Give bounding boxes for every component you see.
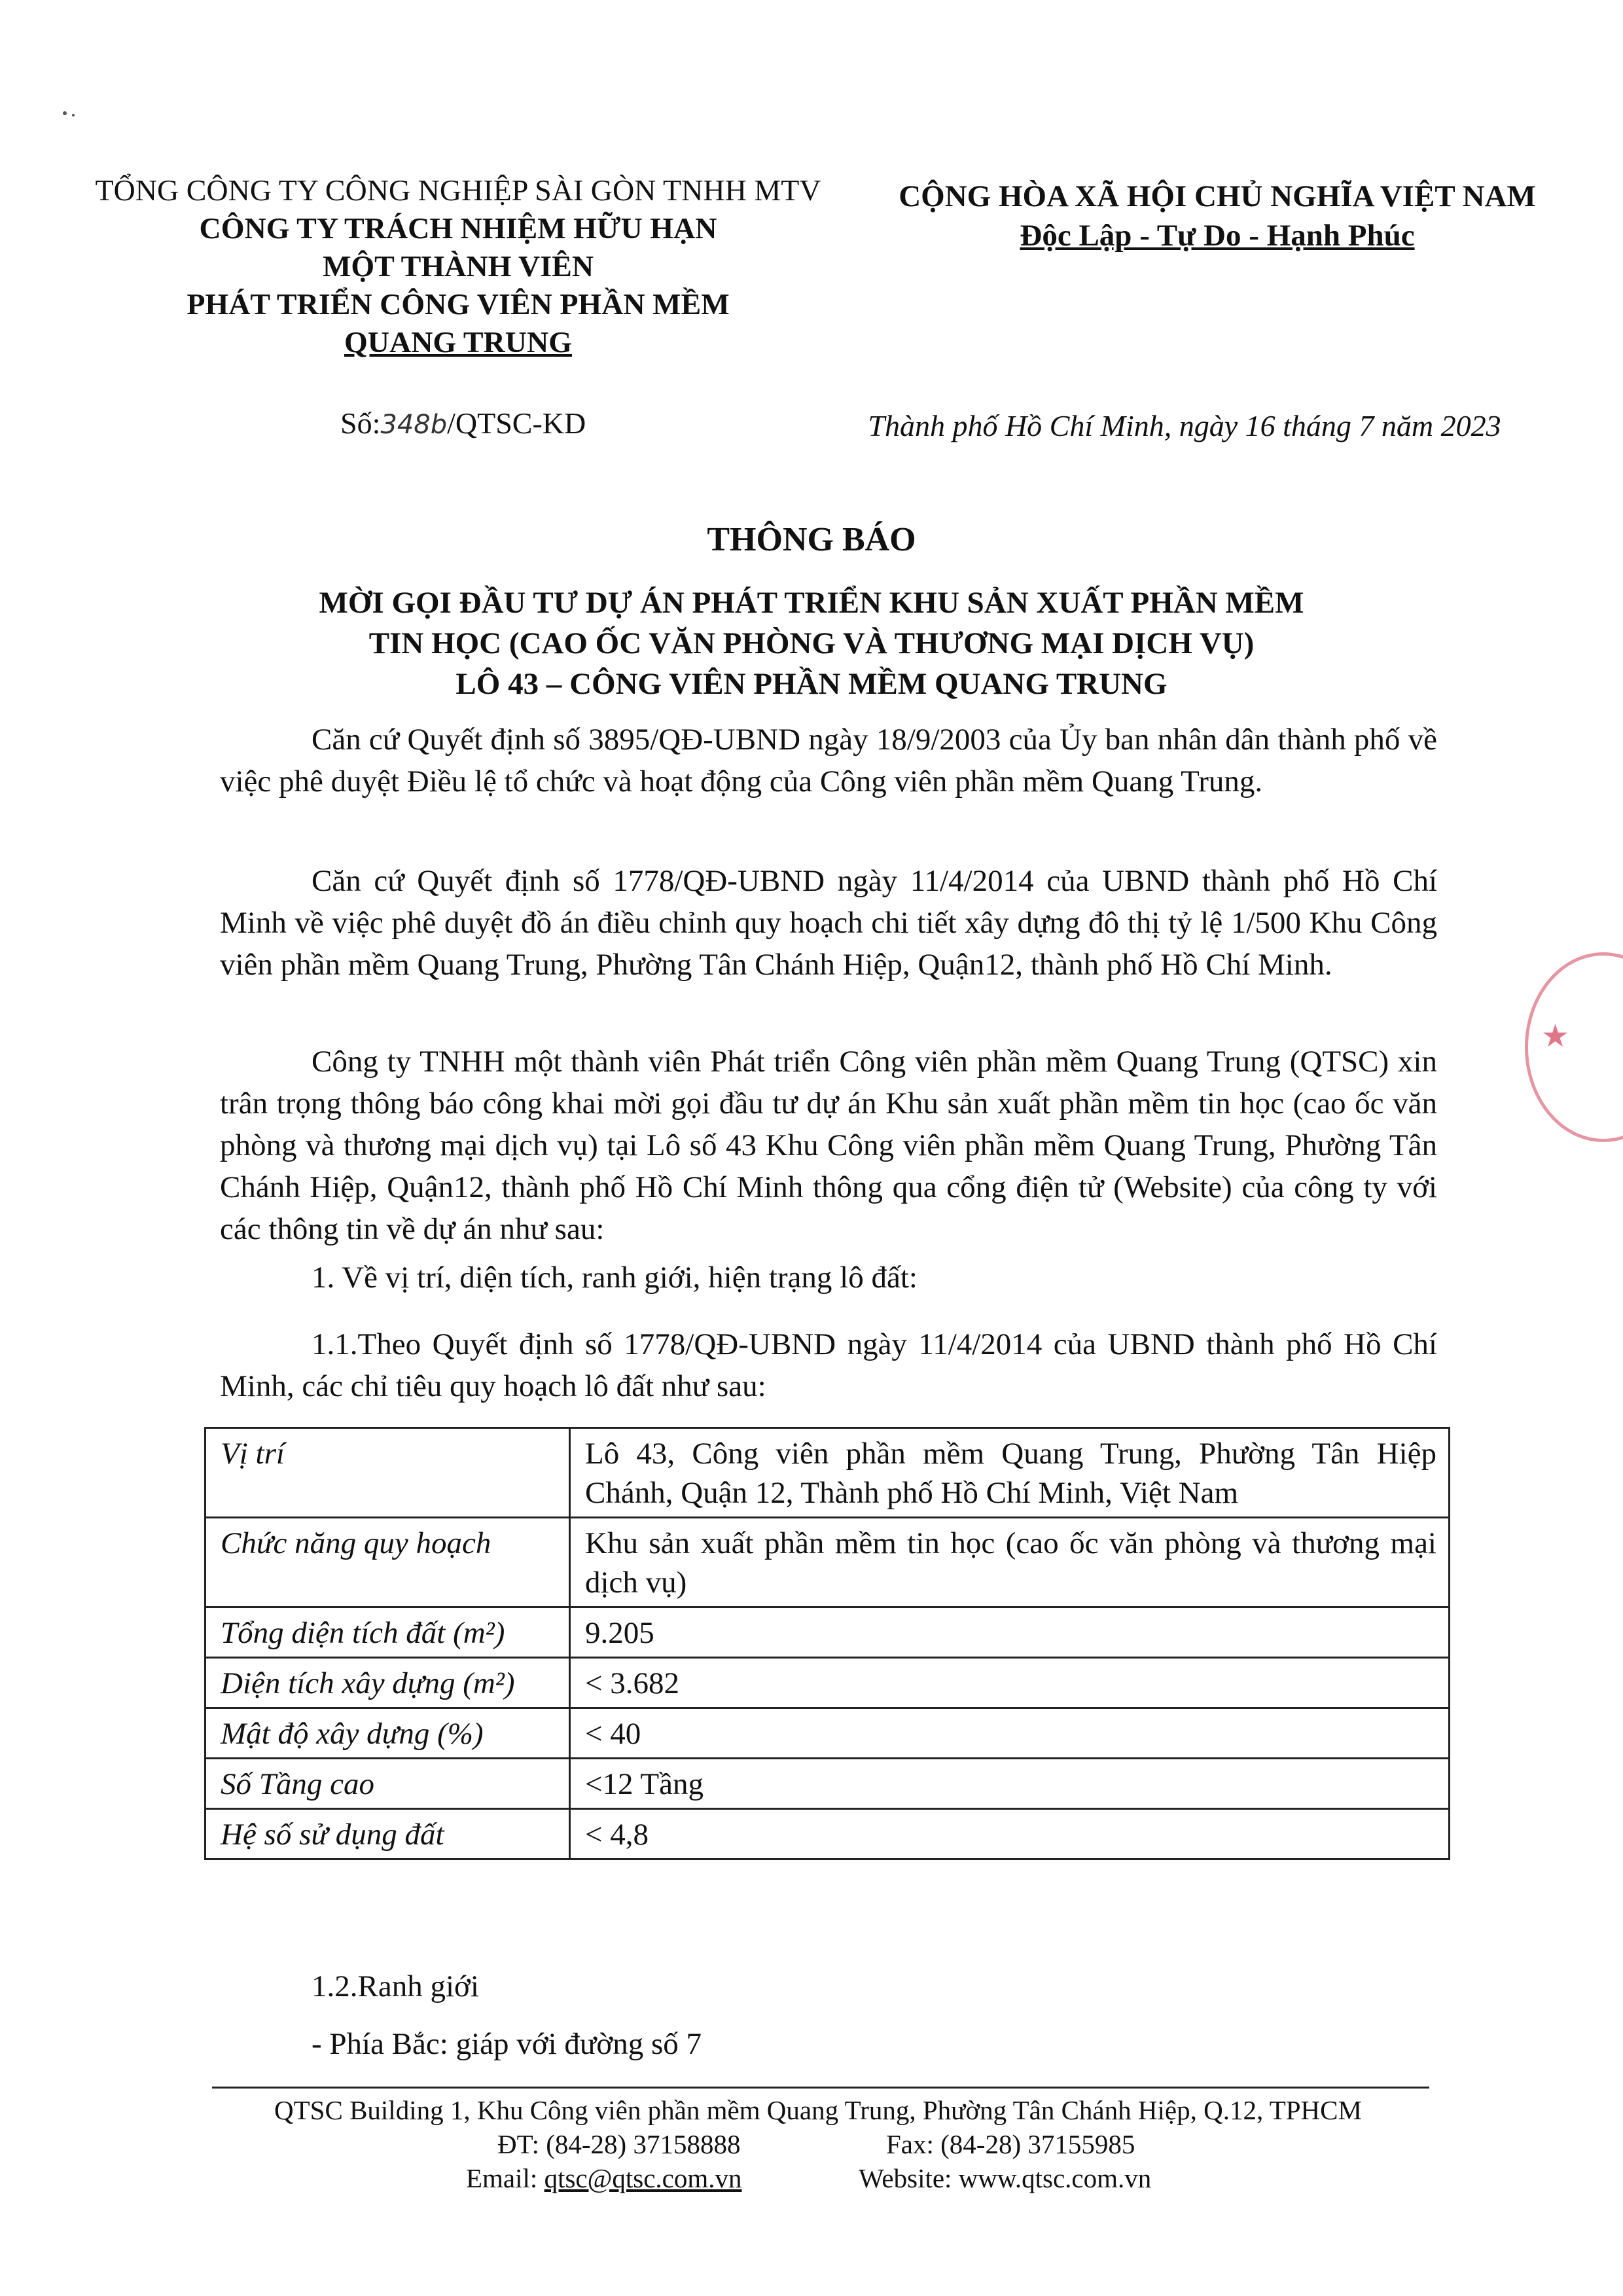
footer-address: QTSC Building 1, Khu Công viên phần mềm Quang Trung, Phường Tân Chánh Hiệp, Q.12, TPHCM	[274, 2095, 1362, 2125]
doc-number-suffix: /QTSC-KD	[447, 406, 586, 440]
footer-email-link[interactable]: qtsc@qtsc.com.vn	[544, 2163, 742, 2193]
scan-speck	[72, 114, 75, 117]
footer-fax: Fax: (84-28) 37155985	[886, 2129, 1135, 2159]
row-value: < 40	[570, 1708, 1450, 1759]
row-value: <12 Tầng	[570, 1759, 1450, 1809]
footer-email-label: Email:	[466, 2163, 544, 2193]
footer-divider	[212, 2087, 1429, 2089]
company-name-line2: MỘT THÀNH VIÊN	[322, 249, 594, 283]
table-row	[205, 1708, 1450, 1759]
date-line: Thành phố Hồ Chí Minh, ngày 16 tháng 7 năm 2023	[868, 409, 1501, 442]
row-label: Chức năng quy hoạch	[205, 1518, 570, 1607]
row-value: 9.205	[570, 1607, 1450, 1658]
company-name-line1: CÔNG TY TRÁCH NHIỆM HỮU HẠN	[199, 211, 717, 245]
table-row	[205, 1809, 1450, 1859]
footer-email	[466, 2161, 924, 2195]
document-number	[340, 406, 586, 440]
seal-star-icon: ★	[1541, 1018, 1570, 1054]
row-label: Tổng diện tích đất (m²)	[205, 1607, 570, 1658]
subtitle-line2: TIN HỌC (CAO ỐC VĂN PHÒNG VÀ THƯƠNG MẠI DỊCH VỤ)	[368, 626, 1255, 660]
section-1-1-text: 1.1.Theo Quyết định số 1778/QĐ-UBND ngày 11/4/2014 của UBND thành phố Hồ Chí Minh, các chỉ tiêu quy hoạch lô đất như sau:	[220, 1327, 1437, 1403]
scan-speck	[63, 111, 67, 115]
table-row	[205, 1607, 1450, 1658]
national-header	[870, 177, 1564, 255]
document-subtitle	[196, 583, 1427, 704]
org-header	[65, 171, 851, 361]
row-label: Vị trí	[205, 1428, 570, 1518]
row-value: < 3.682	[570, 1658, 1450, 1708]
parent-company: TỔNG CÔNG TY CÔNG NGHIỆP SÀI GÒN TNHH MTV	[95, 173, 821, 207]
subtitle-line3: LÔ 43 – CÔNG VIÊN PHẦN MỀM QUANG TRUNG	[455, 667, 1168, 701]
section-1-heading: 1. Về vị trí, diện tích, ranh giới, hiện trạng lô đất:	[312, 1261, 918, 1295]
table-row	[205, 1428, 1450, 1518]
company-seal	[1525, 952, 1623, 1142]
row-label: Mật độ xây dựng (%)	[205, 1708, 570, 1759]
table-row	[205, 1518, 1450, 1607]
doc-number-handwritten: 348b	[380, 410, 448, 440]
boundary-north: - Phía Bắc: giáp với đường số 7	[312, 2027, 702, 2061]
planning-indicators-table	[204, 1427, 1450, 1860]
row-value: < 4,8	[570, 1809, 1450, 1859]
paragraph-basis-1: Căn cứ Quyết định số 3895/QĐ-UBND ngày 18/9/2003 của Ủy ban nhân dân thành phố về việc phê duyệt Điều lệ tổ chức và hoạt động của Công viên phần mềm Quang Trung.	[220, 723, 1437, 798]
section-1-2-heading: 1.2.Ranh giới	[312, 1969, 479, 2003]
table-row	[205, 1658, 1450, 1708]
national-motto: Độc Lập - Tự Do - Hạnh Phúc	[1020, 219, 1415, 253]
row-value: Lô 43, Công viên phần mềm Quang Trung, Phường Tân Hiệp Chánh, Quận 12, Thành phố Hồ Chí Minh, Việt Nam	[570, 1428, 1450, 1518]
table-row	[205, 1759, 1450, 1809]
national-title: CỘNG HÒA XÃ HỘI CHỦ NGHĨA VIỆT NAM	[899, 179, 1536, 213]
row-value: Khu sản xuất phần mềm tin học (cao ốc văn phòng và thương mại dịch vụ)	[570, 1518, 1450, 1607]
row-label: Số Tầng cao	[205, 1759, 570, 1809]
company-name-line4: QUANG TRUNG	[344, 325, 572, 359]
doc-number-prefix: Số:	[340, 406, 381, 440]
subtitle-line1: MỜI GỌI ĐẦU TƯ DỰ ÁN PHÁT TRIỂN KHU SẢN XUẤT PHẦN MỀM	[319, 586, 1304, 620]
document-title: THÔNG BÁO	[707, 521, 916, 558]
footer-phone: ĐT: (84-28) 37158888	[497, 2129, 741, 2159]
paragraph-basis-2: Căn cứ Quyết định số 1778/QĐ-UBND ngày 11/4/2014 của UBND thành phố Hồ Chí Minh về việc phê duyệt đồ án điều chỉnh quy hoạch chi tiết xây dựng đô thị tỷ lệ 1/500 Khu Công viên phần mềm Quang Trung, Phường Tân Chánh Hiệp, Quận12, thành phố Hồ Chí Minh.	[220, 864, 1437, 982]
footer-website[interactable]: Website: www.qtsc.com.vn	[859, 2163, 1152, 2193]
company-name-line3: PHÁT TRIỂN CÔNG VIÊN PHẦN MỀM	[187, 287, 730, 321]
row-label: Diện tích xây dựng (m²)	[205, 1658, 570, 1708]
paragraph-announcement: Công ty TNHH một thành viên Phát triển Công viên phần mềm Quang Trung (QTSC) xin trân trọng thông báo công khai mời gọi đầu tư dự án Khu sản xuất phần mềm tin học (cao ốc văn phòng và thương mại dịch vụ) tại Lô số 43 Khu Công viên phần mềm Quang Trung, Phường Tân Chánh Hiệp, Quận12, thành phố Hồ Chí Minh thông qua cổng điện tử (Website) của công ty với các thông tin về dự án như sau:	[220, 1045, 1437, 1246]
row-label: Hệ số sử dụng đất	[205, 1809, 570, 1859]
